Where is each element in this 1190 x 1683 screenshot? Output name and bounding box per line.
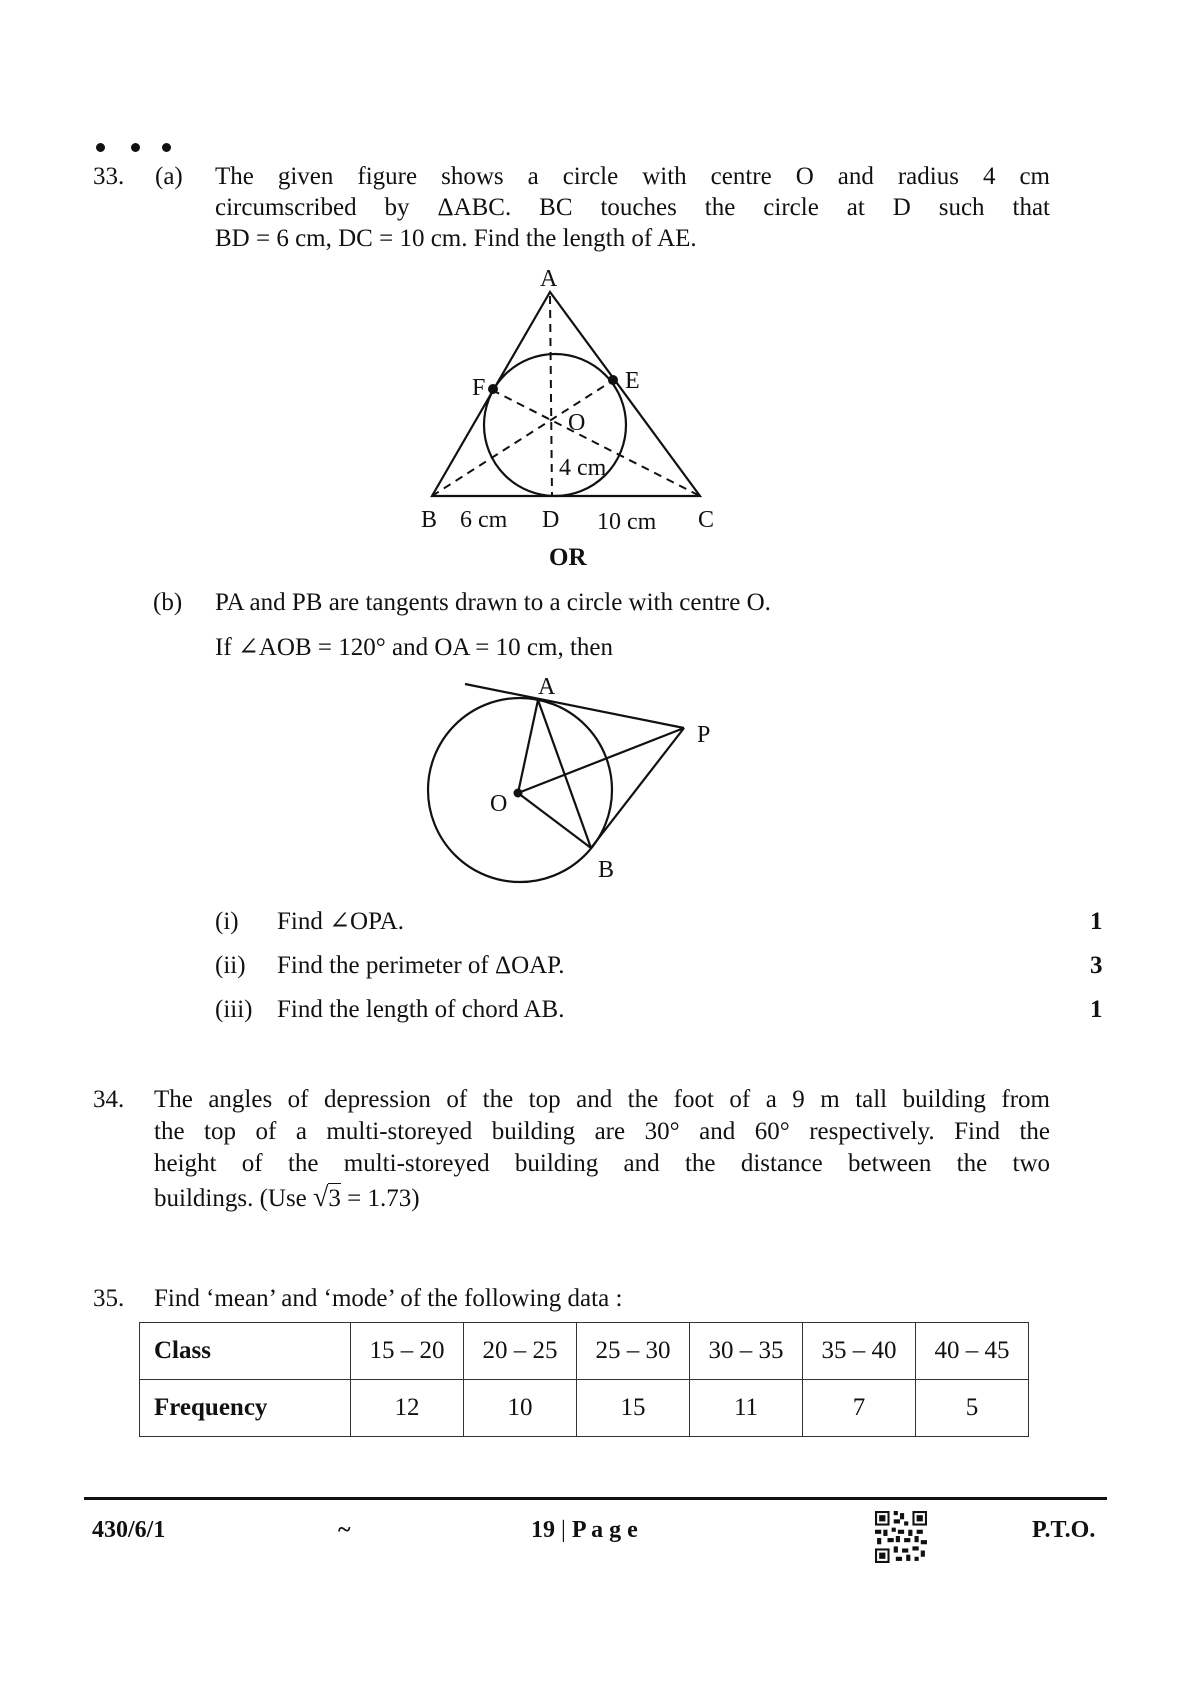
- table-row-frequency: [140, 1380, 1029, 1437]
- marks: 1: [1090, 996, 1103, 1023]
- table-cell: 15 – 20: [351, 1323, 464, 1380]
- table-cell: 40 – 45: [916, 1323, 1029, 1380]
- point-label-p: P: [697, 722, 711, 748]
- tilde-mark: ~: [338, 1517, 351, 1543]
- point-label-o: O: [490, 791, 508, 817]
- row-header: Frequency: [140, 1380, 351, 1437]
- subpart-text: Find the perimeter of ΔOAP.: [277, 952, 565, 979]
- page-indicator: [531, 1517, 638, 1544]
- text-prefix: buildings. (Use: [154, 1185, 314, 1212]
- question-text-line: If ∠AOB = 120° and OA = 10 cm, then: [215, 634, 613, 661]
- frequency-table: [139, 1322, 1029, 1437]
- text-suffix: = 1.73): [340, 1185, 420, 1212]
- subpart-text: Find the length of chord AB.: [277, 996, 565, 1023]
- question-text-line: The angles of depression of the top and the foot of a 9 m tall building from: [154, 1086, 1050, 1113]
- question-number: 34.: [93, 1086, 125, 1113]
- question-number: 35.: [93, 1285, 125, 1312]
- subpart-label: (iii): [215, 996, 253, 1023]
- question-text-line: circumscribed by ΔABC. BC touches the circle at D such that: [215, 194, 1050, 221]
- point-label-c: C: [698, 507, 715, 533]
- page-word: P a g e: [571, 1517, 638, 1543]
- point-label-a: A: [538, 674, 556, 700]
- table-cell: 12: [351, 1380, 464, 1437]
- or-separator: OR: [549, 544, 587, 571]
- bd-length-label: 6 cm: [460, 507, 508, 533]
- sqrt-symbol: √: [313, 1182, 329, 1213]
- sqrt-argument: 3: [328, 1185, 341, 1212]
- table-cell: 30 – 35: [690, 1323, 803, 1380]
- table-cell: 25 – 30: [577, 1323, 690, 1380]
- part-label: (b): [153, 589, 183, 616]
- page-separator: |: [555, 1517, 572, 1543]
- subpart-label: (ii): [215, 952, 246, 979]
- question-text-line: PA and PB are tangents drawn to a circle with centre O.: [215, 589, 771, 616]
- row-header: Class: [140, 1323, 351, 1380]
- point-label-d: D: [542, 507, 560, 533]
- subpart-text: Find ∠OPA.: [277, 908, 405, 935]
- table-cell: 35 – 40: [803, 1323, 916, 1380]
- paper-code: 430/6/1: [92, 1517, 166, 1543]
- question-text-line: The given figure shows a circle with centre O and radius 4 cm: [215, 163, 1050, 190]
- table-row-class: [140, 1323, 1029, 1380]
- please-turn-over: P.T.O.: [1032, 1517, 1096, 1543]
- question-number: 33.: [93, 163, 125, 190]
- point-label-o: O: [568, 410, 586, 436]
- subpart-label: (i): [215, 908, 239, 935]
- question-text-line: BD = 6 cm, DC = 10 cm. Find the length of AE.: [215, 225, 697, 252]
- qr-code-icon: [875, 1511, 927, 1563]
- table-cell: 10: [464, 1380, 577, 1437]
- point-label-b: B: [421, 507, 438, 533]
- question-text-line: the top of a multi-storeyed building are 30° and 60° respectively. Find the: [154, 1118, 1050, 1145]
- table-cell: 15: [577, 1380, 690, 1437]
- page-number: 19: [531, 1517, 555, 1543]
- footer-divider: [84, 1497, 1107, 1500]
- marks: 1: [1090, 908, 1103, 935]
- point-label-a: A: [540, 266, 558, 292]
- point-label-b: B: [598, 857, 615, 883]
- dc-length-label: 10 cm: [597, 509, 657, 535]
- point-label-e: E: [625, 368, 640, 394]
- table-cell: 20 – 25: [464, 1323, 577, 1380]
- table-cell: 7: [803, 1380, 916, 1437]
- question-text-line: height of the multi-storeyed building and the distance between the two: [154, 1150, 1050, 1177]
- table-cell: 5: [916, 1380, 1029, 1437]
- question-text-line: [154, 1182, 420, 1214]
- question-text-line: Find ‘mean’ and ‘mode’ of the following data :: [154, 1285, 623, 1312]
- radius-label: 4 cm: [559, 455, 607, 481]
- point-label-f: F: [472, 375, 486, 401]
- marks: 3: [1090, 952, 1103, 979]
- table-cell: 11: [690, 1380, 803, 1437]
- part-label: (a): [155, 163, 183, 190]
